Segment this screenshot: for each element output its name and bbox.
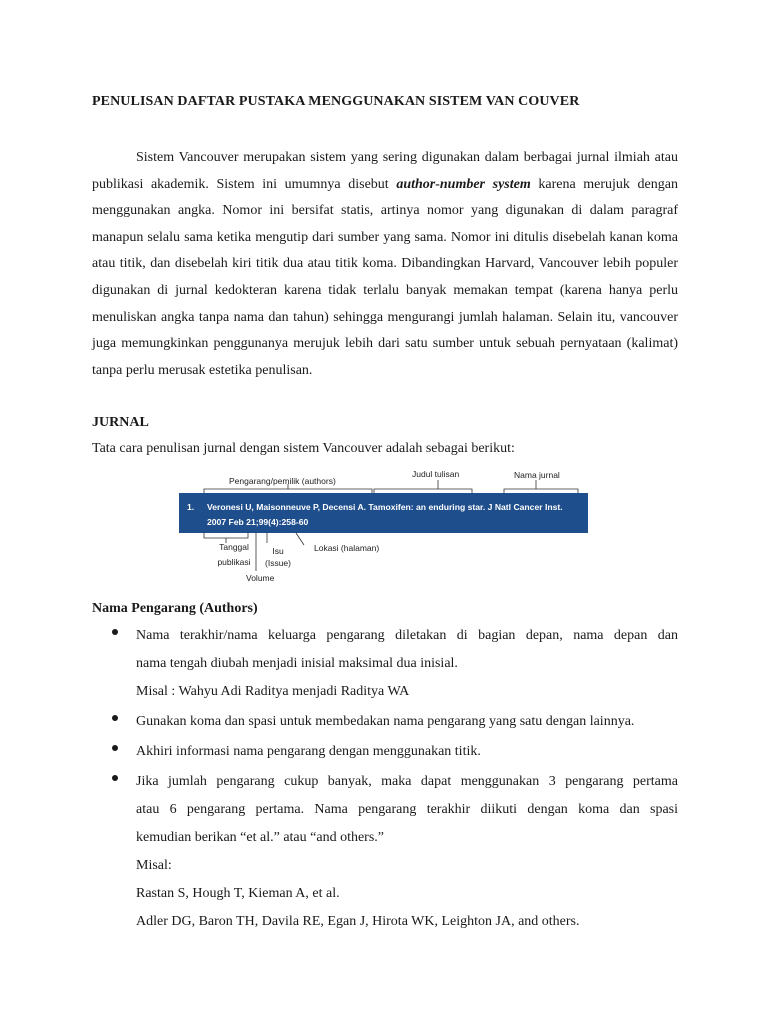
list-item [92,708,678,738]
list-item-line: nama tengah diubah menjadi inisial maksimal dua inisial. [136,656,458,671]
list-item-line: Rastan S, Hough T, Kieman A, et al. [136,886,340,901]
reference-number: 1. [187,502,195,512]
label-journal: Nama jurnal [514,470,560,480]
list-item [92,622,678,708]
bullet-dot [112,629,118,635]
list-item [92,738,678,768]
label-authors: Pengarang/pemilik (authors) [229,476,336,486]
list-item-line: kemudian berikan “et al.” atau “and others.” [136,830,384,845]
list-item-line: Jika jumlah pengarang cukup banyak, maka dapat menggunakan 3 pengarang pertama [136,774,678,789]
label-location: Lokasi (halaman) [314,543,380,553]
label-date: Tanggal publikasi [217,542,251,567]
jurnal-intro: Tata cara penulisan jurnal dengan sistem Vancouver adalah sebagai berikut: [92,441,515,456]
intro-text-after: karena merujuk dengan menggunakan angka. Nomor ini bersifat statis, artinya nomor yang digunakan di dalam paragraf manapun selalu sama ketika mengutip dari sumber yang sama. Nomor ini ditulis disebelah kanan koma atau titik, dan disebelah kiri titik dua atau titik koma. Dibandingkan Harvard, Vancouver lebih populer digunakan di jurnal kedokteran karena tidak terlalu banyak memakan tempat (karena hanya perlu menuliskan angka tanpa nama dan tahun) sehingga mengurangi jumlah halaman. Selain itu, vancouver juga memungkinkan penggunanya merujuk lebih dari satu sumber untuk sebuah pernyataan (kalimat) tanpa perlu merusak estetika penulisan. [92,176,678,378]
list-item-line: Nama terakhir/nama keluarga pengarang diletakan di bagian depan, nama depan dan [136,628,678,643]
list-item-line: Gunakan koma dan spasi untuk membedakan nama pengarang yang satu dengan lainnya. [136,714,635,729]
label-issue: Isu (Issue) [265,546,291,568]
intro-paragraph [92,145,678,384]
document-title: PENULISAN DAFTAR PUSTAKA MENGGUNAKAN SISTEM VAN COUVER [92,94,580,109]
label-title: Judul tulisan [412,469,460,479]
vancouver-reference-diagram [176,467,593,587]
bullet-dot [112,715,118,721]
list-item-line: Akhiri informasi nama pengarang dengan menggunakan titik. [136,744,481,759]
list-item [92,768,678,936]
reference-line-1: Veronesi U, Maisonneuve P, Decensi A. Tamoxifen: an enduring star. J Natl Cancer Inst. [207,502,563,512]
label-volume: Volume [246,573,275,583]
bullet-dot [112,775,118,781]
jurnal-heading: JURNAL [92,415,149,430]
list-item-line: Misal : Wahyu Adi Raditya menjadi Raditya WA [136,684,410,699]
bullet-dot [112,745,118,751]
author-number-system-emphasis: author-number system [396,176,531,192]
list-item-line: Misal: [136,858,172,873]
authors-heading: Nama Pengarang (Authors) [92,601,258,616]
intro-text-before: Sistem Vancouver merupakan sistem yang sering digunakan dalam berbagai jurnal ilmiah atau publikasi akademik. Sistem ini umumnya disebut [92,150,678,192]
author-rules-list [92,622,678,936]
list-item-line: atau 6 pengarang pertama. Nama pengarang terakhir diikuti dengan koma dan spasi [136,802,678,817]
reference-line-2: 2007 Feb 21;99(4):258-60 [207,517,309,527]
list-item-line: Adler DG, Baron TH, Davila RE, Egan J, Hirota WK, Leighton JA, and others. [136,914,580,929]
